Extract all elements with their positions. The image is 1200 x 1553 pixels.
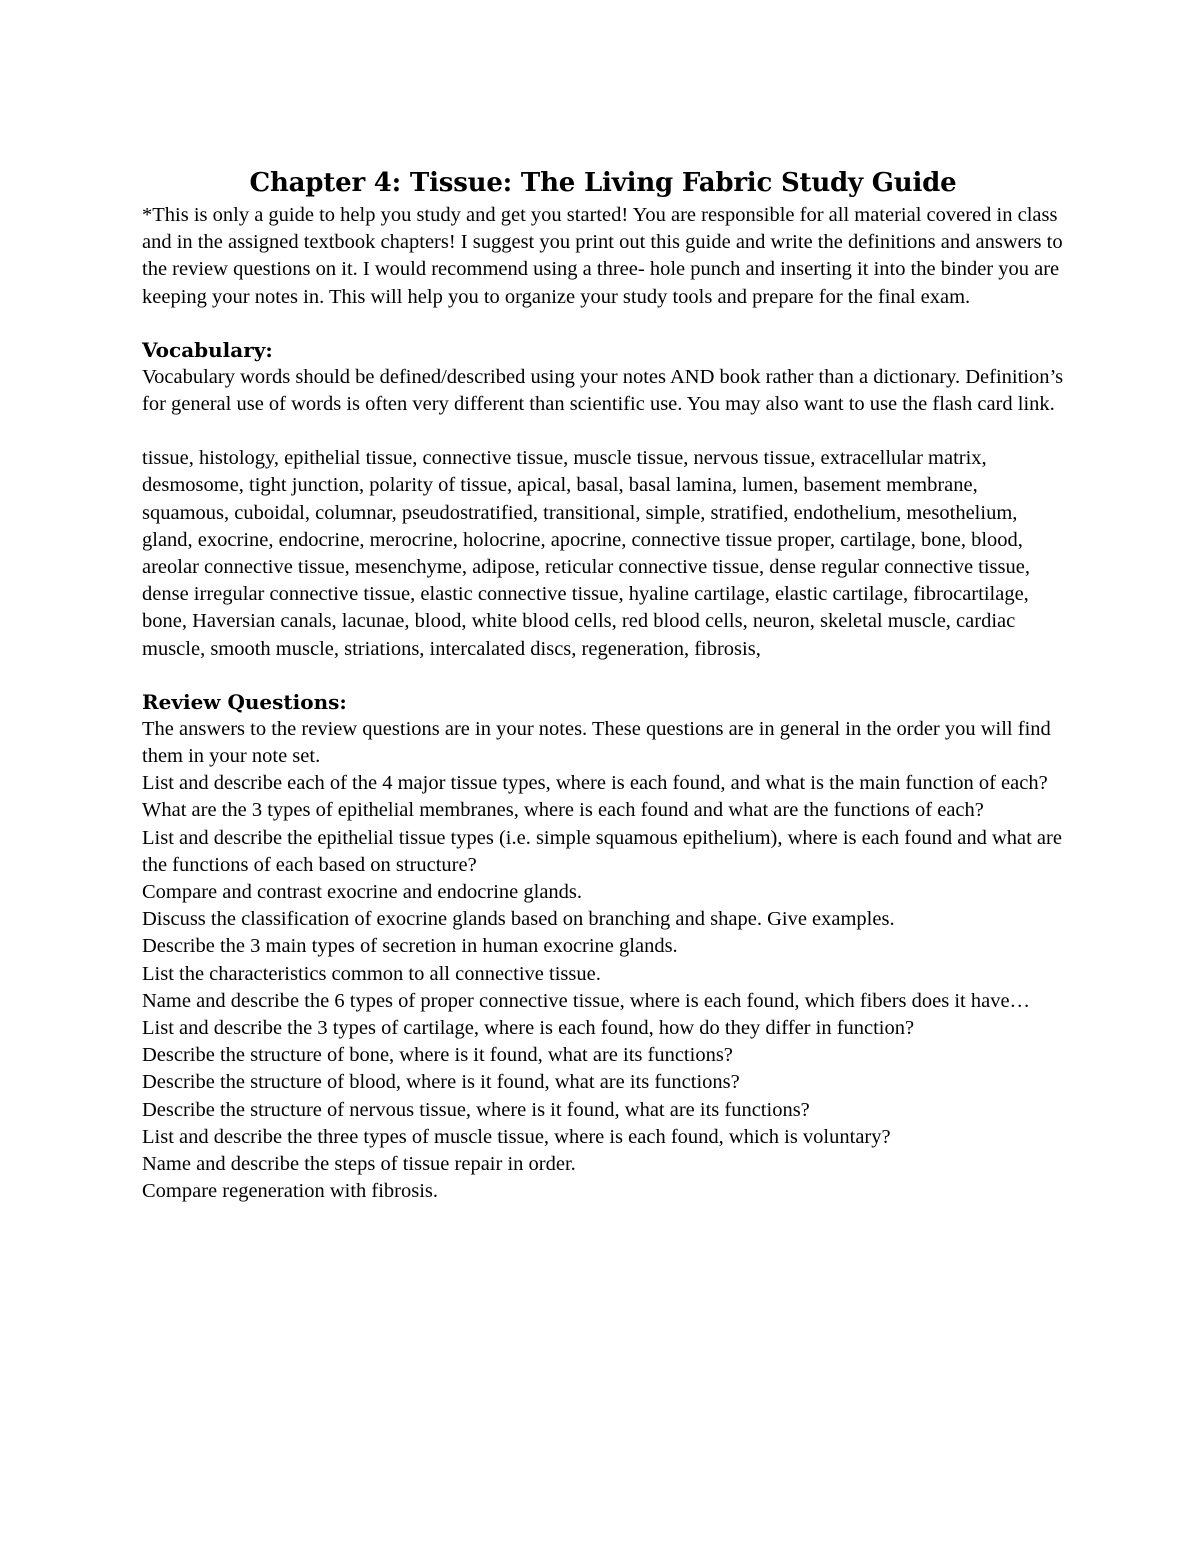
review-question: Compare regeneration with fibrosis. [142, 1180, 439, 1203]
review-question: List and describe the 3 types of cartilage, where is each found, how do they differ in function? [142, 1017, 915, 1040]
page-title: Chapter 4: Tissue: The Living Fabric Study Guide [249, 168, 957, 198]
review-intro: The answers to the review questions are in your notes. These questions are in general in the order you will find them in your note set. [142, 717, 1051, 768]
document-page [142, 168, 1064, 1206]
review-question: Name and describe the 6 types of proper connective tissue, where is each found, which fibers does it have… [142, 989, 1031, 1012]
review-question: What are the 3 types of epithelial membranes, where is each found and what are the functions of each? [142, 799, 984, 822]
review-question: Describe the structure of nervous tissue, where is it found, what are its functions? [142, 1098, 810, 1121]
review-question: Compare and contrast exocrine and endocrine glands. [142, 881, 583, 904]
intro-paragraph: *This is only a guide to help you study and get you started! You are responsible for all material covered in class and in the assigned textbook chapters! I suggest you print out this guide and write the definitions and answers to the review questions on it. I would recommend using a three- hole punch and inserting it into the binder you are keeping your notes in. This will help you to organize your study tools and prepare for the final exam. [142, 204, 1063, 308]
review-question: Describe the structure of bone, where is it found, what are its functions? [142, 1044, 733, 1067]
review-question: List the characteristics common to all connective tissue. [142, 962, 601, 985]
review-question: Discuss the classification of exocrine glands based on branching and shape. Give examples. [142, 908, 895, 931]
review-question: List and describe the epithelial tissue types (i.e. simple squamous epithelium), where is each found and what are the functions of each based on structure? [142, 826, 1062, 876]
review-question: Describe the 3 main types of secretion in human exocrine glands. [142, 935, 678, 958]
vocabulary-terms: tissue, histology, epithelial tissue, connective tissue, muscle tissue, nervous tissue, extracellular matrix, desmosome, tight junction, polarity of tissue, apical, basal, basal lamina, lumen, basement membrane, squamous, cuboidal, columnar, pseudostratified, transitional, simple, stratified, endothelium, mesothelium, gland, exocrine, endocrine, merocrine, holocrine, apocrine, connective tissue proper, cartilage, bone, blood, areolar connective tissue, mesenchyme, adipose, reticular connective tissue, dense regular connective tissue, dense irregular connective tissue, elastic connective tissue, hyaline cartilage, elastic cartilage, fibrocartilage, bone, Haversian canals, lacunae, blood, white blood cells, red blood cells, neuron, skeletal muscle, cardiac muscle, smooth muscle, striations, intercalated discs, regeneration, fibrosis, [142, 447, 1030, 660]
review-question: Name and describe the steps of tissue repair in order. [142, 1153, 576, 1176]
review-questions-heading: Review Questions: [142, 689, 347, 714]
vocabulary-instructions: Vocabulary words should be defined/described using your notes AND book rather than a dictionary. Definition’s for general use of words is often very different than scientific use. You may also want to use the flash card link. [142, 365, 1064, 416]
review-question: List and describe each of the 4 major tissue types, where is each found, and what is the main function of each? [142, 772, 1048, 795]
review-question-list [142, 770, 1064, 1205]
vocabulary-heading: Vocabulary: [142, 337, 273, 362]
spacer [142, 311, 1064, 337]
review-question: Describe the structure of blood, where is it found, what are its functions? [142, 1071, 740, 1094]
spacer [142, 418, 1064, 445]
review-question: List and describe the three types of muscle tissue, where is each found, which is voluntary? [142, 1125, 891, 1148]
spacer [142, 663, 1064, 689]
